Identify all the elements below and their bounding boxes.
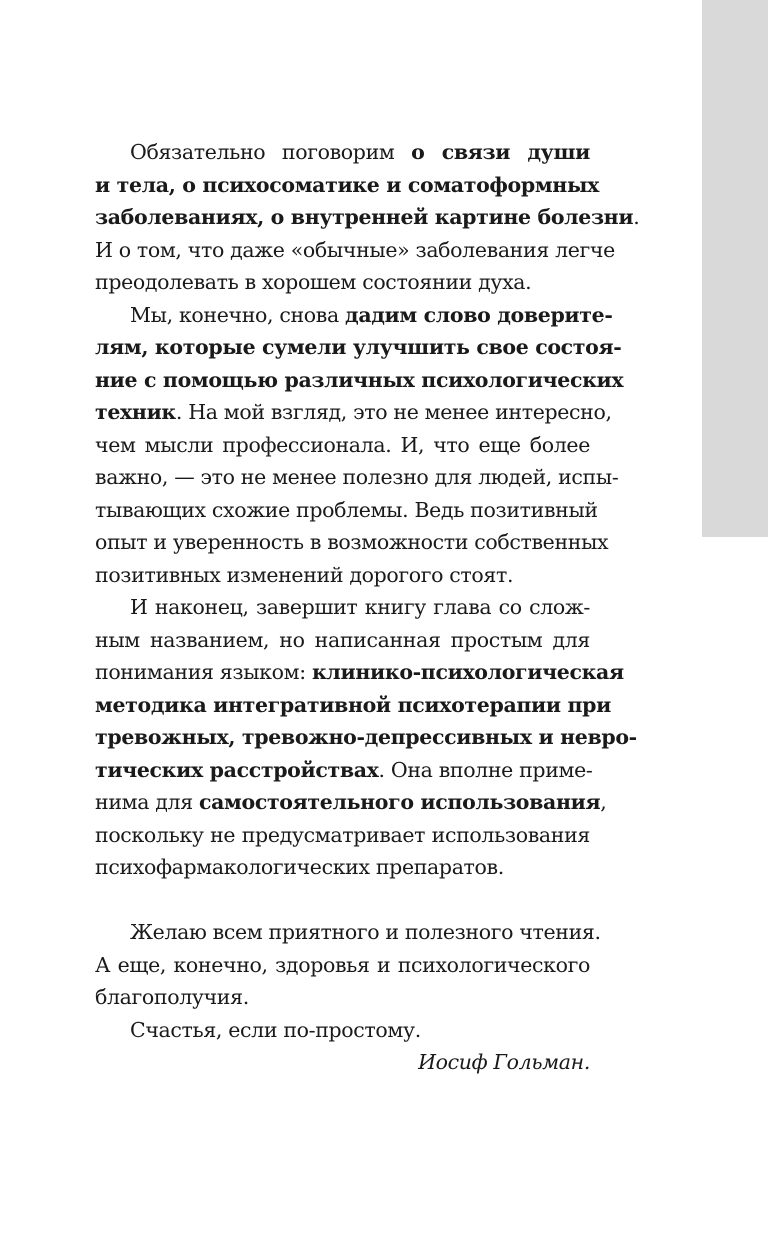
text-line xyxy=(95,461,619,494)
text-line xyxy=(95,299,613,332)
bold-text-run: клинико-психологическая xyxy=(311,660,624,684)
text-line xyxy=(95,624,590,657)
side-tab-marker xyxy=(702,0,768,537)
text-line xyxy=(95,364,624,397)
text-line xyxy=(95,1014,590,1047)
text-run: Обязательно поговорим xyxy=(130,140,412,164)
text-run: И о том, что даже «обычные» заболевания легче xyxy=(95,237,615,262)
text-line xyxy=(95,754,593,787)
text-line xyxy=(95,169,600,202)
text-line xyxy=(95,851,590,884)
text-line xyxy=(95,656,624,689)
text-run: . xyxy=(633,205,640,229)
text-line xyxy=(95,266,590,299)
page-body-text xyxy=(95,136,640,1079)
text-run: . Она вполне приме- xyxy=(378,757,593,782)
text-run: благополучия. xyxy=(95,985,249,1009)
text-line xyxy=(95,494,598,527)
text-run: ным названием, но написанная простым для xyxy=(95,627,590,652)
text-run: опыт и уверенность в возможности собственных xyxy=(95,530,609,554)
text-line xyxy=(95,819,590,852)
text-line xyxy=(95,689,612,722)
text-run: А еще, конечно, здоровья и психологического xyxy=(95,952,590,977)
text-line xyxy=(95,136,590,169)
bold-text-run: самостоятельного использования xyxy=(198,790,601,814)
text-run: Желаю всем приятного и полезного чтения. xyxy=(130,920,601,944)
text-line xyxy=(95,526,609,559)
text-line xyxy=(95,429,590,462)
text-run: преодолевать в хорошем состоянии духа. xyxy=(95,270,532,294)
bold-text-run: техник xyxy=(95,400,176,424)
text-line xyxy=(95,786,607,819)
text-run: понимания языком: xyxy=(95,660,312,684)
text-run: нима для xyxy=(95,790,199,814)
text-line xyxy=(95,559,590,592)
text-run: важно, — это не менее полезно для людей, испы- xyxy=(95,465,619,489)
text-line xyxy=(95,916,601,949)
signature: Иосиф Гольман. xyxy=(418,1050,590,1074)
text-run: тывающих схожие проблемы. Ведь позитивный xyxy=(95,497,598,522)
text-line xyxy=(95,201,640,234)
bold-text-run: тических расстройствах xyxy=(95,757,379,782)
bold-text-run: заболеваниях, о внутренней картине болезни xyxy=(95,205,634,229)
text-line xyxy=(95,331,622,364)
bold-text-run: дадим слово доверите- xyxy=(345,302,613,327)
text-line xyxy=(95,721,637,754)
text-line xyxy=(95,396,612,429)
bold-text-run: о связи души xyxy=(411,140,590,164)
bold-text-run: методика интегративной психотерапии при xyxy=(95,692,612,717)
bold-text-run: и тела, о психосоматике и соматоформных xyxy=(95,172,600,197)
text-run: позитивных изменений дорогого стоят. xyxy=(95,562,514,587)
text-run: Счастья, если по-простому. xyxy=(130,1017,421,1042)
bold-text-run: тревожных, тревожно-депрессивных и невро- xyxy=(95,725,637,749)
text-run: Мы, конечно, снова xyxy=(130,302,345,327)
text-run: И наконец, завершит книгу глава со слож- xyxy=(130,595,590,619)
text-run: поскольку не предусматривает использования xyxy=(95,822,590,847)
text-run: чем мысли профессионала. И, что еще более xyxy=(95,432,590,457)
text-line xyxy=(95,591,590,624)
text-run: психофармакологических препаратов. xyxy=(95,855,504,879)
bold-text-run: лям, которые сумели улучшить свое состоя- xyxy=(95,335,622,359)
text-line xyxy=(95,949,590,982)
text-run: , xyxy=(600,790,607,814)
bold-text-run: ние с помощью различных психологических xyxy=(95,367,624,392)
text-run: . На мой взгляд, это не менее интересно, xyxy=(175,400,612,424)
paragraph-gap xyxy=(95,884,590,917)
text-line xyxy=(95,234,615,267)
text-line xyxy=(95,981,590,1014)
